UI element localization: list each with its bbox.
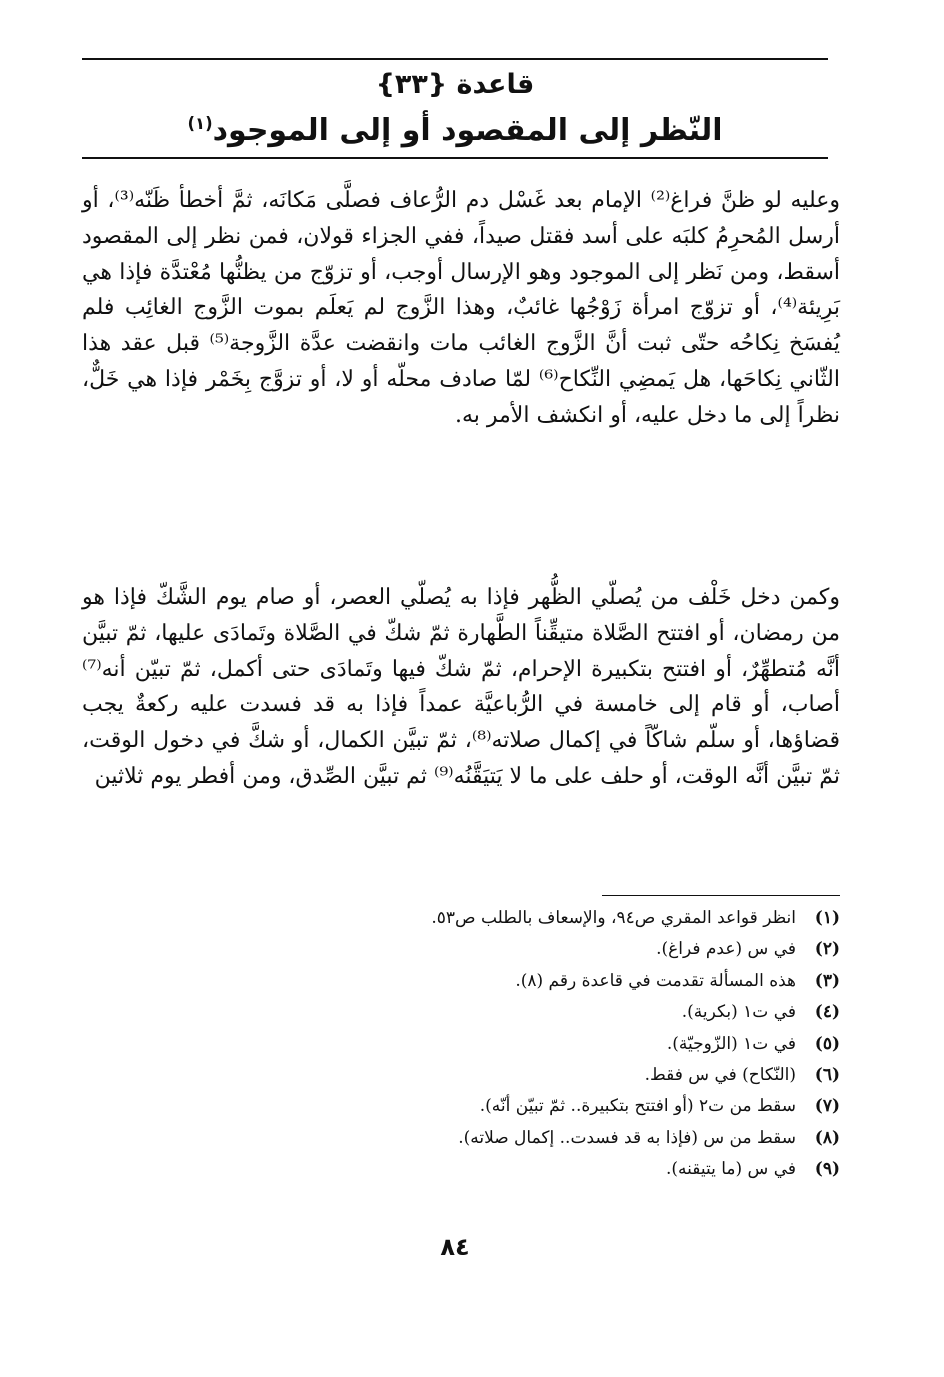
footnote-text: سقط من س (فإذا به قد فسدت.. إكمال صلاته). [458, 1127, 796, 1148]
footnote-number: (٣) [814, 970, 840, 991]
footnote-text: في س (ما يتيقنه). [665, 1159, 796, 1180]
footnote-number: (١) [814, 908, 840, 928]
rule-title: قاعدة {٣٣} [375, 69, 535, 100]
page-number: ٨٤ [440, 1233, 470, 1261]
footnote-item [82, 1060, 840, 1091]
footnote-text: سقط من ت٢ (أو افتتح بتكبيرة.. ثمّ تبيّن أنّه). [479, 1096, 796, 1117]
footnote-text: هذه المسألة تقدمت في قاعدة رقم (٨). [515, 970, 796, 991]
footnote-number: (٢) [814, 939, 840, 960]
footnote-number: (٤) [814, 1002, 840, 1023]
footnote-item [82, 1154, 840, 1185]
footnote-number: (٩) [814, 1159, 840, 1180]
subtitle-footnote-marker[interactable]: (١) [187, 114, 213, 133]
rule-subtitle-text: النّظر إلى المقصود أو إلى الموجود [212, 113, 723, 148]
footnote-number: (٦) [814, 1065, 840, 1086]
title-rule [82, 157, 828, 159]
footnote-text: في ت١ (الزّوجيّة). [666, 1033, 796, 1054]
footnote-item [82, 1123, 840, 1154]
footnote-item [82, 934, 840, 965]
footnote-text: انظر قواعد المقري ص٩٤، والإسعاف بالطلب ص٥٣. [431, 908, 796, 928]
body-paragraph-1: وعليه لو ظنَّ فراغ⁽²⁾ الإمام بعد غَسْل دم الرُّعاف فصلَّى مَكانَه، ثمَّ أخطأ ظَنّه⁽³⁾، أو أرسل المُحرِمُ كلبَه على أسد فقتل صيداً، ففي الجزاء قولان، فمن نظر إلى المقصود أسقط، ومن نَظر إلى الموجود وهو الإرسال أوجب، أو تزوّج من يظنُّها مُعْتدَّة فإذا هي بَرِيئة⁽⁴⁾، أو تزوّج امرأة زَوْجُها غائبٌ، وهذا الزَّوج لم يَعلَم بموت الزَّوج الغائِب فلم يُفسَخ نِكاحُه حتّى ثبت أنَّ الزَّوج الغائب مات وانقضت عدَّة الزَّوجة⁽⁵⁾ قبل عقد هذا الثّاني نِكاحَها، هل يَمضِي النِّكاح⁽⁶⁾ لمّا صادف محلّه أو لا، أو تزوَّج بِخَمْر فإذا هي خَلٌّ، نظراً إلى ما دخل عليه، أو انكشف الأمر به. [82, 188, 841, 428]
footnote-item [82, 1029, 840, 1060]
footnote-number: (٥) [814, 1033, 840, 1054]
rule-subtitle [82, 109, 828, 153]
footnote-text: في س (عدم فراغ). [656, 939, 796, 960]
footnote-item [82, 903, 840, 934]
footnote-number: (٧) [814, 1096, 840, 1117]
footnote-text: في ت١ (بكرية). [681, 1002, 796, 1023]
footnotes-list [82, 903, 840, 1186]
footnote-text: (النّكاح) في س فقط. [644, 1065, 796, 1086]
top-rule [82, 58, 828, 60]
footnote-item [82, 997, 840, 1028]
body-paragraph-2: وكمن دخل خَلْف من يُصلّي الظُّهر فإذا به يُصلّي العصر، أو صام يوم الشَّكّ فإذا هو من رمضان، أو افتتح الصَّلاة متيقِّناً الطَّهارة ثمّ شكّ في الصَّلاة وتَمادَى عليها، ثمّ تبيَّن أنَّه مُتطهِّرٌ، أو افتتح بتكبيرة الإحرام، ثمّ شكّ فيها وتَمادَى حتى أكمل، ثمّ تبيّن أنه⁽⁷⁾ أصاب، أو قام إلى خامسة في الرُّباعيَّة عمداً فإذا به قد فسدت عليه ركعةٌ يجب قضاؤها، أو سلّم شاكّاً في إكمال صلاته⁽⁸⁾، ثمّ تبيَّن الكمال، أو شكَّ في دخول الوقت، ثمّ تبيَّن أنَّه الوقت، أو حلف على ما لا يَتيَقَّنُه⁽⁹⁾ ثم تبيَّن الصِّدق، ومن أفطر يوم ثلاثين [82, 585, 840, 789]
footnote-separator [602, 895, 840, 896]
footnote-item [82, 966, 840, 997]
footnote-number: (٨) [814, 1127, 840, 1148]
footnote-item [82, 1091, 840, 1122]
